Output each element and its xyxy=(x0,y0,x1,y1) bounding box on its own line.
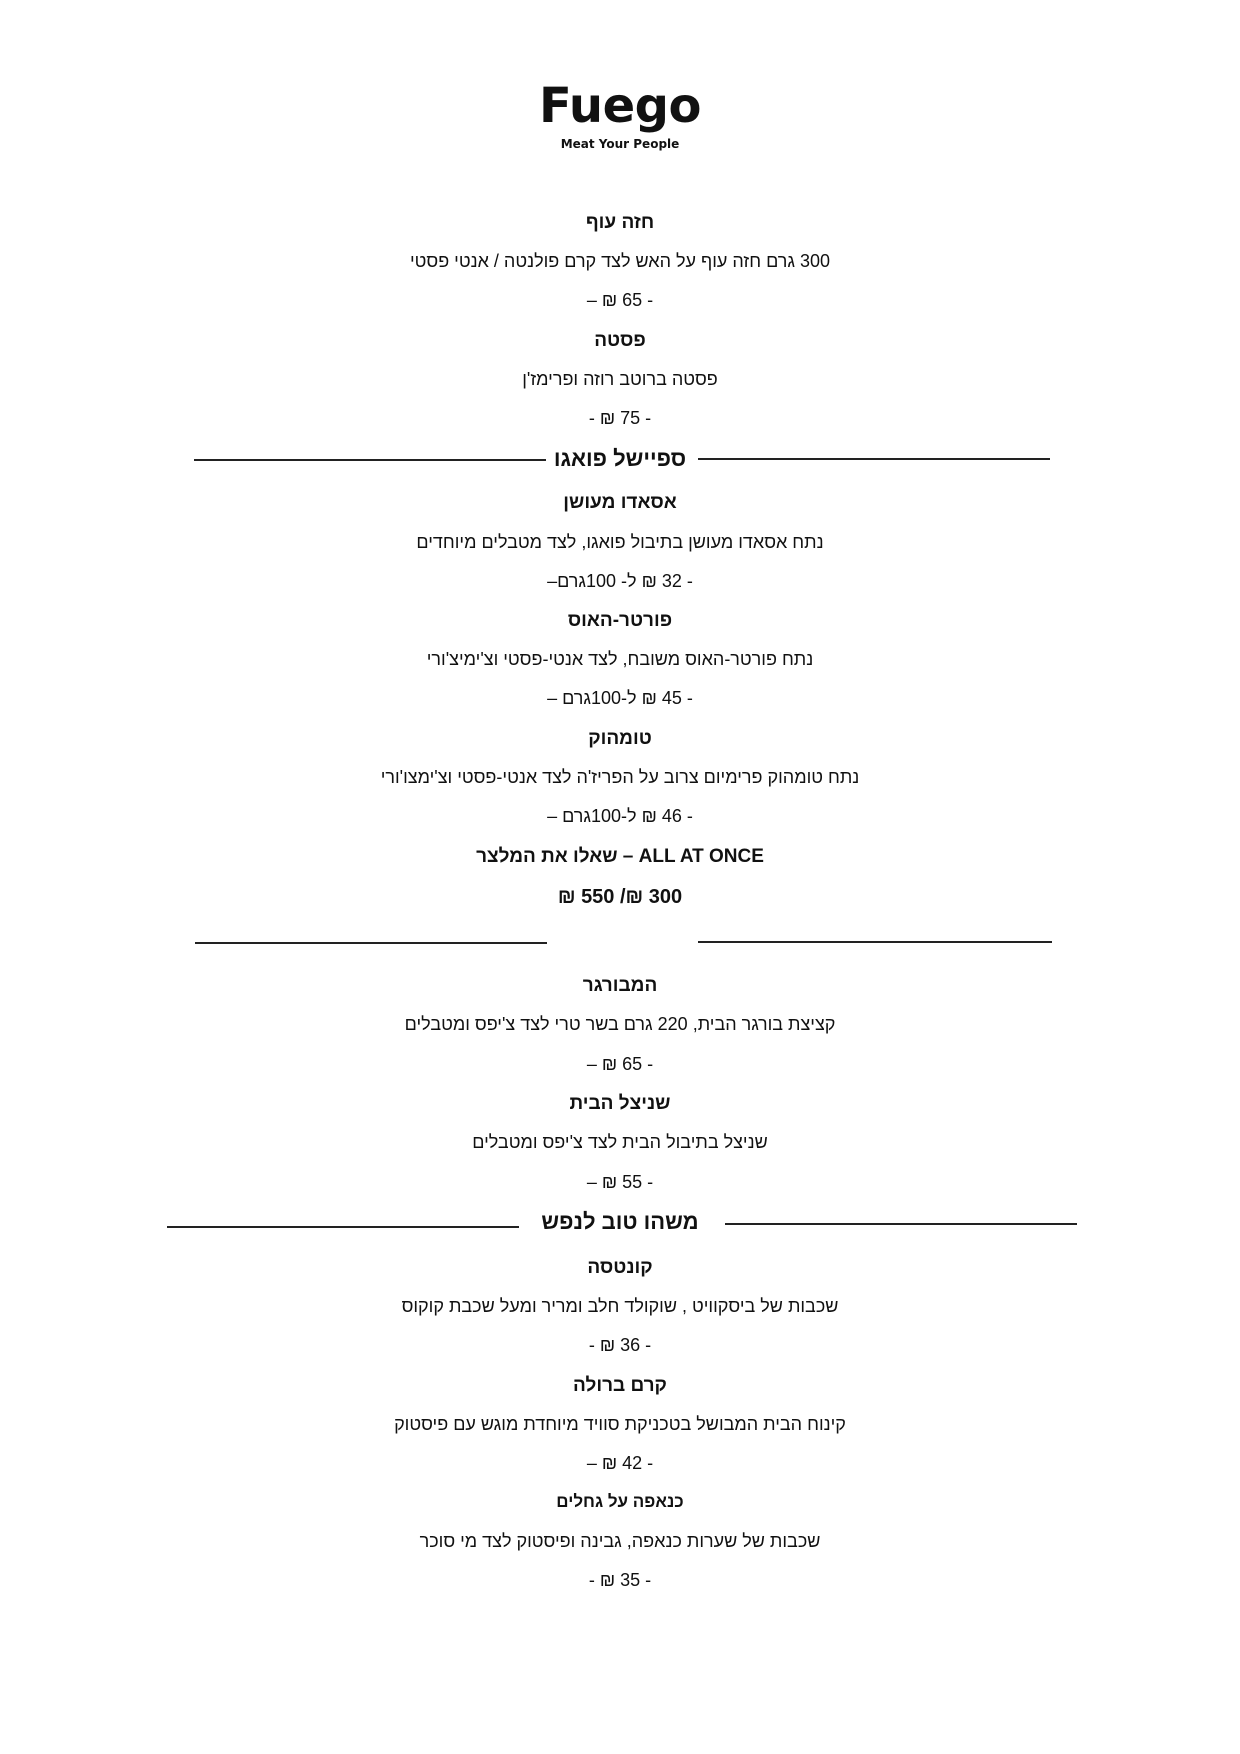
item-name: פורטר-האוס xyxy=(567,610,673,631)
brand-logo: Fuego xyxy=(539,78,701,134)
item-name: המבורגר xyxy=(582,975,658,996)
divider-line xyxy=(698,941,1052,943)
item-price: - 45 ₪ ל-100גרם – xyxy=(547,688,693,708)
item-name: אסאדו מעושן xyxy=(563,492,677,513)
item-price: - 65 ₪ – xyxy=(586,1054,654,1074)
item-name: קונטסה xyxy=(587,1257,653,1278)
all-at-once-price: 300 ₪/ 550 ₪ xyxy=(557,886,683,908)
item-description: שכבות של ביסקוויט , שוקולד חלב ומריר ומעל שכבת קוקוס xyxy=(401,1296,839,1316)
item-price: - 46 ₪ ל-100גרם – xyxy=(547,806,693,826)
item-description: קינוח הבית המבושל בטכניקת סוויד מיוחדת מוגש עם פיסטוק xyxy=(394,1414,846,1434)
all-at-once-offer: ALL AT ONCE – שאלו את המלצר xyxy=(476,846,764,867)
item-price: - 32 ₪ ל- 100גרם– xyxy=(547,571,693,591)
brand-tagline: Meat Your People xyxy=(560,137,680,151)
item-name: טומהוק xyxy=(588,728,652,749)
item-description: פסטה ברוטב רוזה ופרימז'ן xyxy=(522,369,718,389)
item-price: - 55 ₪ – xyxy=(586,1172,654,1192)
item-name: חזה עוף xyxy=(585,212,655,233)
item-description: נתח אסאדו מעושן בתיבול פואגו, לצד מטבלים מיוחדים xyxy=(416,532,824,552)
item-description: נתח טומהוק פרימיום צרוב על הפריז'ה לצד אנטי-פסטי וצ'ימצו'ורי xyxy=(380,767,860,787)
item-description: נתח פורטר-האוס משובח, לצד אנטי-פסטי וצ'ימיצ'ורי xyxy=(426,649,814,669)
item-price: - 42 ₪ – xyxy=(586,1453,654,1473)
item-price: - 35 ₪ - xyxy=(588,1570,652,1590)
section-title-special: ספיישל פואגו xyxy=(553,446,687,471)
item-description: שניצל בתיבול הבית לצד צ'יפס ומטבלים xyxy=(472,1132,768,1152)
item-name: פסטה xyxy=(594,330,646,351)
item-description: שכבות של שערות כנאפה, גבינה ופיסטוק לצד מי סוכר xyxy=(419,1531,821,1551)
item-price: - 36 ₪ - xyxy=(588,1335,652,1355)
divider-line xyxy=(195,942,547,944)
section-title-desserts: משהו טוב לנפש xyxy=(541,1209,699,1234)
item-description: קציצת בורגר הבית, 220 גרם בשר טרי לצד צ'יפס ומטבלים xyxy=(404,1014,836,1034)
item-price: - 65 ₪ – xyxy=(586,290,654,310)
item-name: שניצל הבית xyxy=(569,1093,671,1114)
item-name: קרם ברולה xyxy=(573,1375,667,1396)
item-name: כנאפה על גחלים xyxy=(556,1492,684,1511)
item-description: 300 גרם חזה עוף על האש לצד קרם פולנטה / אנטי פסטי xyxy=(409,251,831,271)
item-price: - 75 ₪ - xyxy=(588,408,652,428)
